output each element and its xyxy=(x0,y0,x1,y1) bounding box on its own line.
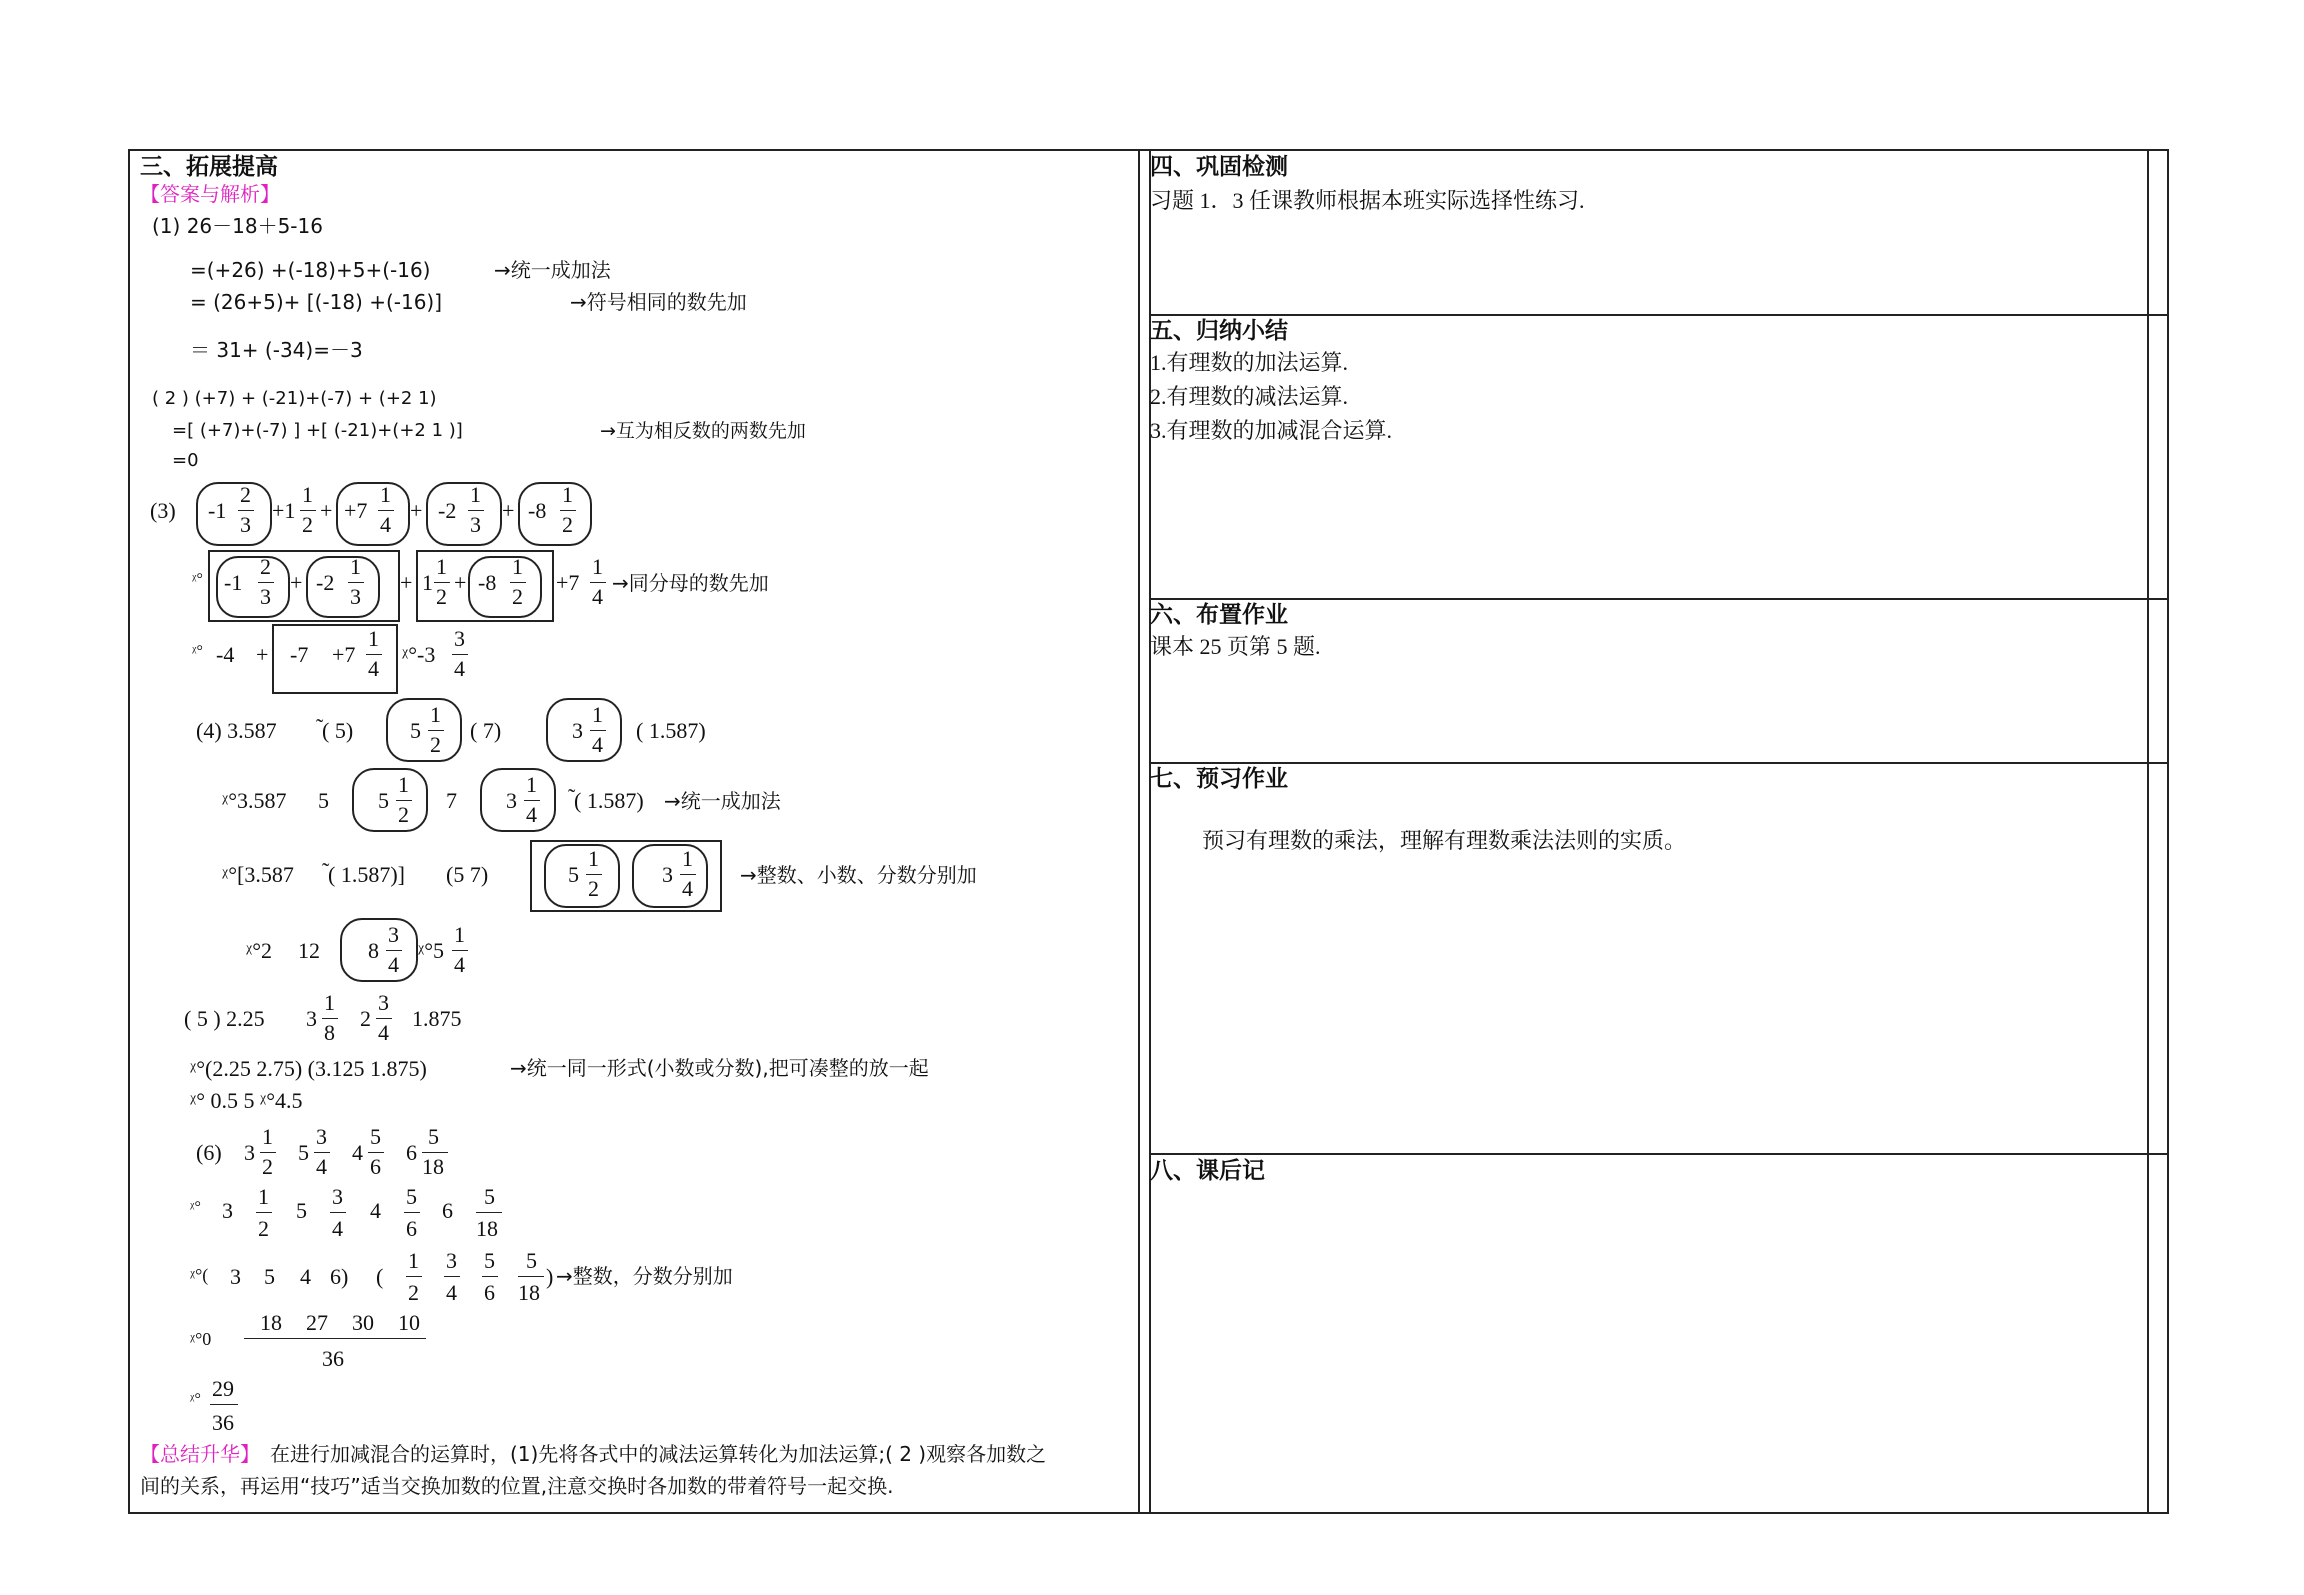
p6-r2-a: 3 xyxy=(222,1198,233,1223)
paren xyxy=(386,698,462,762)
p5-r3: ᵡ° 0.5 5 ᵡ°4.5 xyxy=(190,1088,303,1113)
p3-r3-b: -7 xyxy=(290,642,309,667)
fraction-bar xyxy=(404,1212,420,1213)
summary-line-2: 间的关系，再运用“技巧”适当交换加数的位置,注意交换时各加数的带着符号一起交换. xyxy=(140,1474,894,1498)
fraction-bar xyxy=(452,950,468,951)
p2-line0: ( 2 ) (+7) + (-21)+(-7) + (+2 1) xyxy=(152,388,437,409)
p1-line1: =(+26) +(-18)+5+(-16) xyxy=(190,258,431,282)
fraction-bar xyxy=(314,1152,330,1153)
p6-r1-a: 3 xyxy=(244,1140,255,1165)
p3-r2-eq: ᵡ° xyxy=(192,571,203,588)
fraction-bar xyxy=(366,654,382,655)
p4-r4-dd: 4 xyxy=(454,952,465,977)
p3-r2-bd: 3 xyxy=(350,584,361,609)
fraction-bar xyxy=(452,654,468,655)
p1-line1-note: →统一成加法 xyxy=(494,258,611,282)
paren xyxy=(544,844,620,908)
p6-r4-n1: 18 xyxy=(260,1310,282,1335)
fraction-bar xyxy=(376,1018,392,1019)
p1-line0: (1) 26－18＋5-16 xyxy=(152,214,323,238)
p5-r2: ᵡ°(2.25 2.75) (3.125 1.875) xyxy=(190,1056,427,1081)
p6-r1-b: 5 xyxy=(298,1140,309,1165)
p3-r2-cn: 1 xyxy=(436,554,447,579)
section-heading-7: 七、预习作业 xyxy=(1150,766,1288,792)
p4-r1-f: ( 1.587) xyxy=(636,718,706,743)
p4-r2-ed: 4 xyxy=(526,802,537,827)
p6-r4-a: ᵡ°0 xyxy=(190,1329,212,1349)
p5-r1-cn: 3 xyxy=(378,990,389,1015)
p4-r3-d: 5 xyxy=(568,862,579,887)
section-7-text: 预习有理数的乘法，理解有理数乘法法则的实质。 xyxy=(1202,828,1687,853)
p6-r1-dd: 18 xyxy=(422,1154,444,1179)
p6-r2-b: 5 xyxy=(296,1198,307,1223)
p4-r3-a: ᵡ°[3.587 xyxy=(222,862,294,887)
fraction-bar xyxy=(586,874,602,875)
row-divider-4 xyxy=(1149,1153,2169,1155)
p3-r2-en: 1 xyxy=(592,554,603,579)
p6-r3-f: ( xyxy=(376,1264,384,1289)
p6-r5-d: 36 xyxy=(212,1410,234,1435)
p4-r3-note: →整数、小数、分数分别加 xyxy=(740,863,977,887)
summary-line-1: 在进行加减混合的运算时，(1)先将各式中的减法运算转化为加法运算;( 2 )观察各加数之 xyxy=(270,1442,1047,1466)
p2-line2: =0 xyxy=(172,450,199,471)
p6-r3-note: →整数，分数分别加 xyxy=(556,1264,733,1288)
fraction-bar xyxy=(680,874,696,875)
p6-r5-n: 29 xyxy=(212,1376,234,1401)
p4-r2-note: →统一成加法 xyxy=(664,789,781,813)
paren xyxy=(546,698,622,762)
p5-r1-b: 3 xyxy=(306,1006,317,1031)
fraction-bar xyxy=(386,950,402,951)
p6-r3-d: 4 xyxy=(300,1264,311,1289)
p3-r2-an: 2 xyxy=(260,554,271,579)
p3-r1-plus2: + xyxy=(410,498,423,523)
p3-r1-plus1: + xyxy=(320,498,333,523)
fraction-bar xyxy=(396,800,412,801)
p5-r1-d: 1.875 xyxy=(412,1006,462,1031)
section-4-text: 习题 1．3 任课教师根据本班实际选择性练习. xyxy=(1150,188,1585,213)
p3-r3-resd: 4 xyxy=(454,656,465,681)
p4-r1-e: 3 xyxy=(572,718,583,743)
summary-tag: 【总结升华】 xyxy=(140,1442,260,1466)
fraction-bar xyxy=(238,510,254,511)
p4-r1-en: 1 xyxy=(592,702,603,727)
p6-r2-cn: 5 xyxy=(406,1184,417,1209)
p6-r3-gd: 2 xyxy=(408,1280,419,1305)
fraction-bar xyxy=(210,1404,238,1405)
fraction-bar xyxy=(244,1338,426,1339)
p6-r3-jn: 5 xyxy=(526,1248,537,1273)
section-heading-4: 四、巩固检测 xyxy=(1150,154,1288,180)
p4-r3-ed: 4 xyxy=(682,876,693,901)
p6-r3-e: 6) xyxy=(330,1264,349,1289)
fraction-bar xyxy=(428,730,444,731)
p4-r4-c: 8 xyxy=(368,938,379,963)
p6-r3-gn: 1 xyxy=(408,1248,419,1273)
fraction-bar xyxy=(258,582,274,583)
fraction-bar xyxy=(560,510,576,511)
p4-r2-cn: 1 xyxy=(398,772,409,797)
p3-r1-e: -8 xyxy=(528,498,547,523)
p4-r2-b: 5 xyxy=(318,788,329,813)
p6-r1-d: 6 xyxy=(406,1140,417,1165)
column-divider xyxy=(1138,149,1140,1514)
p3-r2-note: →同分母的数先加 xyxy=(612,571,769,595)
p4-r3-dd: 2 xyxy=(588,876,599,901)
p6-r1-dn: 5 xyxy=(428,1124,439,1149)
p6-r2-bd: 4 xyxy=(332,1216,343,1241)
p6-r5-eq: ᵡ° xyxy=(190,1391,201,1408)
p3-r2-c: 1 xyxy=(422,570,433,595)
p4-r2-f: ( 1.587) xyxy=(574,788,644,813)
p4-r4-d: ᵡ°5 xyxy=(418,938,445,963)
p4-r2-e: 3 xyxy=(506,788,517,813)
p3-r1-en: 1 xyxy=(562,482,573,507)
summary-item-1: 1.有理数的加法运算. xyxy=(1150,350,1349,375)
p6-r4-n2: 27 xyxy=(306,1310,328,1335)
p4-r3-en: 1 xyxy=(682,846,693,871)
p3-r1-cn: 1 xyxy=(380,482,391,507)
paren xyxy=(480,768,556,832)
right-margin-line xyxy=(2147,149,2149,1514)
p6-r1-cn: 5 xyxy=(370,1124,381,1149)
section-heading-3: 三、拓展提高 xyxy=(140,154,278,180)
fraction-bar xyxy=(590,730,606,731)
p4-r4-a: ᵡ°2 xyxy=(246,938,273,963)
p3-r3-c: +7 xyxy=(332,642,356,667)
p6-r2-c: 4 xyxy=(370,1198,381,1223)
p6-r1-an: 1 xyxy=(262,1124,273,1149)
p6-r3-in: 5 xyxy=(484,1248,495,1273)
p3-r1-c: +7 xyxy=(344,498,368,523)
p4-r3-tilde: ˜ xyxy=(322,858,330,883)
answer-tag: 【答案与解析】 xyxy=(140,182,280,206)
p3-label: (3) xyxy=(150,498,176,523)
summary-item-3: 3.有理数的加减混合运算. xyxy=(1150,418,1393,443)
p4-r1-a: (4) 3.587 xyxy=(196,718,277,743)
p3-r2-plus2: + xyxy=(400,570,413,595)
p4-r3-c: (5 7) xyxy=(446,862,489,887)
p3-r1-cd: 4 xyxy=(380,512,391,537)
paren xyxy=(352,768,428,832)
p6-r2-dd: 18 xyxy=(476,1216,498,1241)
p6-r2-d: 6 xyxy=(442,1198,453,1223)
fraction-bar xyxy=(524,800,540,801)
p6-r3-close: ) xyxy=(546,1264,554,1289)
p3-r2-a: -1 xyxy=(224,570,243,595)
p4-r2-cd: 2 xyxy=(398,802,409,827)
section-heading-6: 六、布置作业 xyxy=(1150,602,1288,628)
p3-r1-d: -2 xyxy=(438,498,457,523)
p6-r1-ad: 2 xyxy=(262,1154,273,1179)
p4-r1-cn: 1 xyxy=(430,702,441,727)
p6-r2-bn: 3 xyxy=(332,1184,343,1209)
fraction-bar xyxy=(322,1018,338,1019)
row-divider-2 xyxy=(1149,598,2169,600)
fraction-bar xyxy=(256,1212,272,1213)
fraction-bar xyxy=(348,582,364,583)
p4-r4-cd: 4 xyxy=(388,952,399,977)
p4-r4-dn: 1 xyxy=(454,922,465,947)
p3-r3-cn: 1 xyxy=(368,626,379,651)
p3-r1-plus3: + xyxy=(502,498,515,523)
p3-r1-b: +1 xyxy=(272,498,296,523)
fraction-bar xyxy=(482,1276,498,1277)
p6-r3-hn: 3 xyxy=(446,1248,457,1273)
section-heading-5: 五、归纳小结 xyxy=(1150,318,1288,344)
p6-r3-b: 3 xyxy=(230,1264,241,1289)
p5-r1-bd: 8 xyxy=(324,1020,335,1045)
row-divider-3 xyxy=(1149,762,2169,764)
p5-r1-cd: 4 xyxy=(378,1020,389,1045)
row-divider-1 xyxy=(1149,314,2169,316)
fraction-bar xyxy=(510,582,526,583)
p6-r3-c: 5 xyxy=(264,1264,275,1289)
p3-r1-an: 2 xyxy=(240,482,251,507)
p4-r2-a: ᵡ°3.587 xyxy=(222,788,287,813)
p6-r4-n4: 10 xyxy=(398,1310,420,1335)
p6-r1-label: (6) xyxy=(196,1140,222,1165)
p3-r2-b: -2 xyxy=(316,570,335,595)
p3-r1-ed: 2 xyxy=(562,512,573,537)
fraction-bar xyxy=(378,510,394,511)
p3-r3-cd: 4 xyxy=(368,656,379,681)
p6-r1-bd: 4 xyxy=(316,1154,327,1179)
p1-line2-note: →符号相同的数先加 xyxy=(570,290,747,314)
p3-r3-a: -4 xyxy=(216,642,235,667)
p4-r1-cd: 2 xyxy=(430,732,441,757)
p4-r3-e: 3 xyxy=(662,862,673,887)
fraction-bar xyxy=(590,582,606,583)
p6-r3-a: ᵡ°( xyxy=(190,1265,209,1285)
p6-r2-ad: 2 xyxy=(258,1216,269,1241)
p5-r2-note: →统一同一形式(小数或分数),把可凑整的放一起 xyxy=(510,1056,929,1080)
p6-r4-den: 36 xyxy=(322,1346,344,1371)
p4-r2-d: 7 xyxy=(446,788,457,813)
p4-r4-b: 12 xyxy=(298,938,320,963)
p3-r2-d: -8 xyxy=(478,570,497,595)
p3-r2-plus1: + xyxy=(290,570,303,595)
p3-r3-plus: + xyxy=(256,642,269,667)
p4-r2-tilde: ˜ xyxy=(568,784,576,809)
p6-r2-an: 1 xyxy=(258,1184,269,1209)
p3-r1-bn: 1 xyxy=(302,482,313,507)
p3-r2-dn: 1 xyxy=(512,554,523,579)
p3-r3-res: ᵡ°-3 xyxy=(402,642,436,667)
fraction-bar xyxy=(476,1212,502,1213)
fraction-bar xyxy=(468,510,484,511)
p3-r2-plus3: + xyxy=(454,570,467,595)
p4-r4-cn: 3 xyxy=(388,922,399,947)
p6-r1-c: 4 xyxy=(352,1140,363,1165)
summary-item-2: 2.有理数的减法运算. xyxy=(1150,384,1349,409)
p6-r4-n3: 30 xyxy=(352,1310,374,1335)
p5-r1-bn: 1 xyxy=(324,990,335,1015)
p3-r2-dd: 2 xyxy=(512,584,523,609)
p3-r2-e: +7 xyxy=(556,570,580,595)
p3-r1-dd: 3 xyxy=(470,512,481,537)
fraction-bar xyxy=(260,1152,276,1153)
p3-r2-ed: 4 xyxy=(592,584,603,609)
p4-r1-d: ( 7) xyxy=(470,718,502,743)
section-heading-8: 八、课后记 xyxy=(1150,1158,1265,1184)
fraction-bar xyxy=(368,1152,384,1153)
fraction-bar xyxy=(300,510,316,511)
p3-r3-resn: 3 xyxy=(454,626,465,651)
fraction-bar xyxy=(434,582,450,583)
p4-r2-en: 1 xyxy=(526,772,537,797)
p4-r1-ed: 4 xyxy=(592,732,603,757)
fraction-bar xyxy=(444,1276,460,1277)
p3-r2-ad: 3 xyxy=(260,584,271,609)
p3-r2-bn: 1 xyxy=(350,554,361,579)
p4-r1-b: ( 5) xyxy=(322,718,354,743)
p3-r1-ad: 3 xyxy=(240,512,251,537)
p6-r1-bn: 3 xyxy=(316,1124,327,1149)
fraction-bar xyxy=(422,1152,448,1153)
p1-line2: = (26+5)+ [(-18) +(-16)] xyxy=(190,290,443,314)
p6-r2-cd: 6 xyxy=(406,1216,417,1241)
paren xyxy=(340,918,418,982)
p6-r3-id: 6 xyxy=(484,1280,495,1305)
p3-r2-cd: 2 xyxy=(436,584,447,609)
p3-r1-a: -1 xyxy=(208,498,227,523)
p6-r2-dn: 5 xyxy=(484,1184,495,1209)
p4-r2-c: 5 xyxy=(378,788,389,813)
p6-r1-cd: 6 xyxy=(370,1154,381,1179)
p4-r3-dn: 1 xyxy=(588,846,599,871)
fraction-bar xyxy=(330,1212,346,1213)
p6-r3-hd: 4 xyxy=(446,1280,457,1305)
fraction-bar xyxy=(518,1276,544,1277)
p2-line1: =[ (+7)+(-7) ] +[ (-21)+(+2 1 )] xyxy=(172,420,463,441)
p5-r1-a: ( 5 ) 2.25 xyxy=(184,1006,265,1031)
p2-line1-note: →互为相反数的两数先加 xyxy=(600,420,806,442)
p3-r1-dn: 1 xyxy=(470,482,481,507)
p4-r1-tilde: ˜ xyxy=(316,714,324,739)
p1-line3: ＝ 31+ (-34)=－3 xyxy=(190,338,363,362)
fraction-bar xyxy=(406,1276,422,1277)
p4-r1-c: 5 xyxy=(410,718,421,743)
p5-r1-c: 2 xyxy=(360,1006,371,1031)
p6-r2-eq: ᵡ° xyxy=(190,1199,201,1216)
p6-r3-jd: 18 xyxy=(518,1280,540,1305)
p3-r1-bd: 2 xyxy=(302,512,313,537)
section-6-text: 课本 25 页第 5 题. xyxy=(1150,634,1321,659)
p4-r3-b: ( 1.587)] xyxy=(328,862,405,887)
p3-r3-eq: ᵡ° xyxy=(192,643,203,660)
